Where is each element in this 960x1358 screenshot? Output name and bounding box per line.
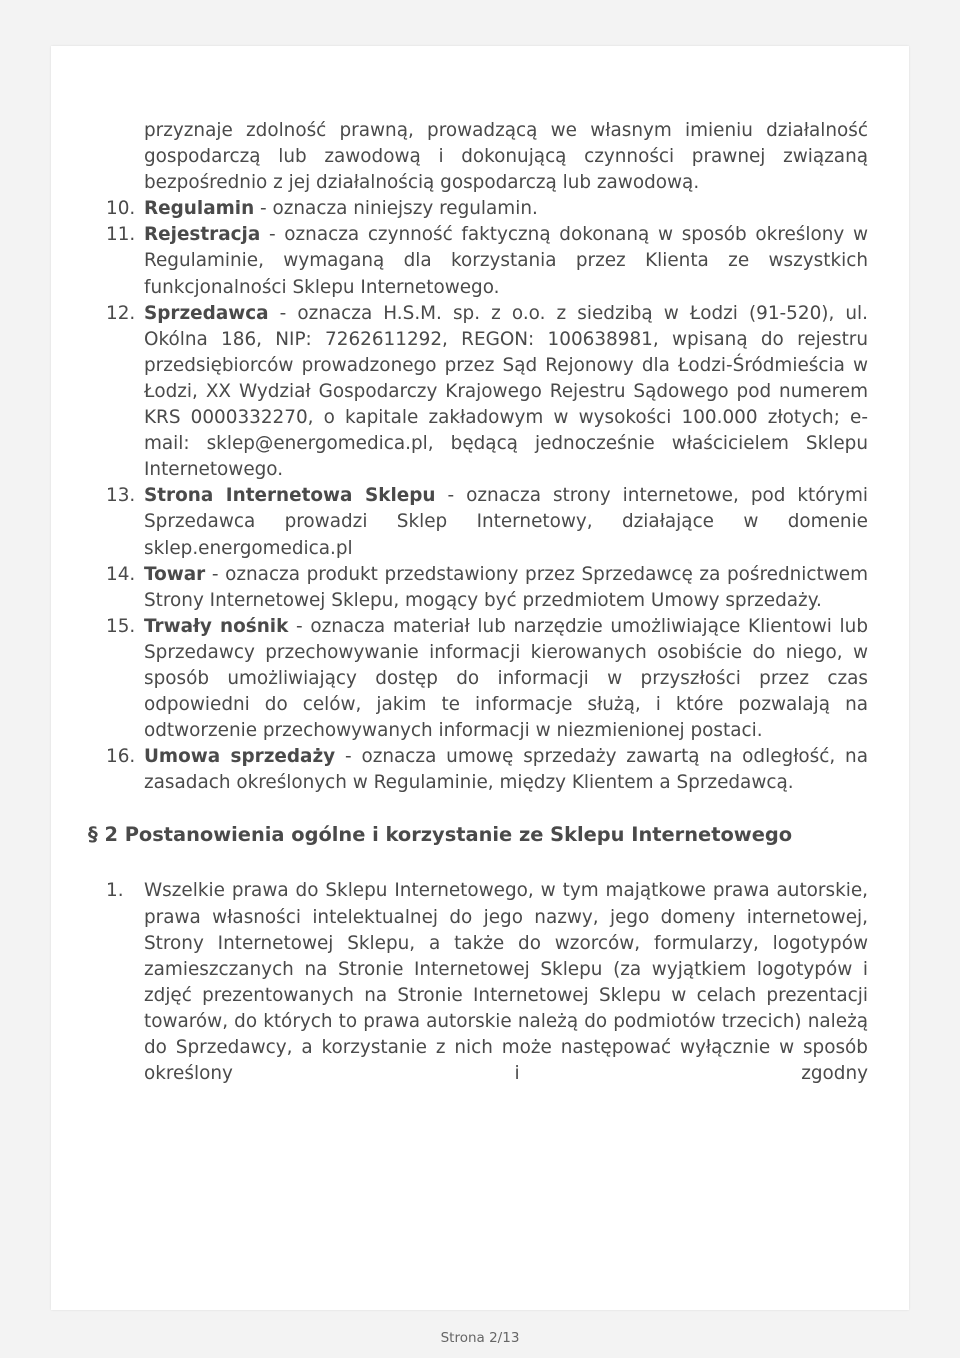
item-body	[144, 744, 868, 796]
item-number: 13.	[106, 485, 136, 507]
definition-text: - oznacza czynność faktyczną dokonaną w sposób określony w Regulaminie, wymaganą dla korzystania przez Klienta ze wszystkich funkcjonalności Sklepu Internetowego.	[144, 224, 868, 298]
item-number: 15.	[106, 615, 136, 637]
definition-term: Umowa sprzedaży	[144, 746, 336, 768]
definition-item	[106, 222, 868, 300]
item-body	[144, 483, 868, 561]
section-items	[106, 878, 868, 1087]
section-heading: § 2 Postanowienia ogólne i korzystanie ze Sklepu Internetowego	[88, 823, 793, 847]
item-body: Wszelkie prawa do Sklepu Internetowego, w tym majątkowe prawa autorskie, prawa własności intelektualnej do jego nazwy, jego domeny internetowej, Strony Internetowej Sklepu, a także do wzorców, formularzy, logotypów zamieszczanych na Stronie Internetowej Sklepu (za wyjątkiem logotypów i zdjęć prezentowanych na Stronie Internetowej Sklepu w celach prezentacji towarów, do których to prawa autorskie należą do podmiotów trzecich) należą do Sprzedawcy, a korzystanie z nich może następować wyłącznie w sposób określony i zgodny	[144, 880, 868, 1085]
definition-term: Rejestracja	[144, 224, 261, 246]
document-page	[51, 46, 909, 1310]
item-body	[144, 222, 868, 300]
definition-item	[106, 744, 868, 796]
definition-text: - oznacza niniejszy regulamin.	[254, 198, 538, 220]
item-body	[144, 614, 868, 744]
section-item	[106, 878, 868, 1087]
item-body	[144, 301, 868, 484]
item-body	[144, 562, 868, 614]
page-number: Strona 2/13	[440, 1330, 520, 1346]
item-number: 14.	[106, 563, 136, 585]
definition-term: Towar	[144, 563, 206, 585]
definition-item	[106, 196, 868, 222]
definition-item	[106, 483, 868, 561]
definition-text: - oznacza strony internetowe, pod którymi Sprzedawca prowadzi Sklep Internetowy, działające w domenie sklep.energomedica.pl	[144, 485, 868, 559]
definitions-list	[106, 196, 868, 796]
item-number: 10.	[106, 198, 136, 220]
item-number: 1.	[106, 880, 124, 902]
intro-paragraph: przyznaje zdolność prawną, prowadzącą we własnym imieniu działalność gospodarczą lub zawodową i dokonującą czynności prawnej związaną bezpośrednio z jej działalnością gospodarczą lub zawodową.	[144, 120, 868, 194]
item-number: 16.	[106, 746, 136, 768]
definition-text: - oznacza umowę sprzedaży zawartą na odległość, na zasadach określonych w Regulaminie, między Klientem a Sprzedawcą.	[144, 746, 868, 794]
definition-text: - oznacza H.S.M. sp. z o.o. z siedzibą w Łodzi (91-520), ul. Okólna 186, NIP: 7262611292, REGON: 100638981, wpisaną do rejestru przedsiębiorców prowadzonego przez Sąd Rejonowy dla Łodzi-Śródmieścia w Łodzi, XX Wydział Gospodarczy Krajowego Rejestru Sądowego pod numerem KRS 0000332270, o kapitale zakładowym w wysokości 100.000 złotych; e-mail: sklep@energomedica.pl, będącą jednocześnie właścicielem Sklepu Internetowego.	[144, 302, 868, 481]
item-number: 12.	[106, 302, 136, 324]
definition-term: Regulamin	[144, 198, 255, 220]
definition-item	[106, 301, 868, 484]
definition-text: - oznacza produkt przedstawiony przez Sprzedawcę za pośrednictwem Strony Internetowej Sklepu, mogący być przedmiotem Umowy sprzedaży.	[144, 563, 868, 611]
page-content	[88, 118, 868, 1087]
item-body	[144, 196, 868, 222]
definition-item	[106, 614, 868, 744]
definition-text: - oznacza materiał lub narzędzie umożliwiające Klientowi lub Sprzedawcy przechowywanie informacji kierowanych osobiście do niego, w sposób umożliwiający dostęp do informacji w przyszłości przez czas odpowiedni do celów, jakim te informacje służą, i które pozwalają na odtworzenie przechowywanych informacji w niezmienionej postaci.	[144, 615, 868, 742]
definition-term: Sprzedawca	[144, 302, 269, 324]
item-number: 11.	[106, 224, 136, 246]
definition-term: Trwały nośnik	[144, 615, 289, 637]
definition-item	[106, 562, 868, 614]
definition-term: Strona Internetowa Sklepu	[144, 485, 436, 507]
